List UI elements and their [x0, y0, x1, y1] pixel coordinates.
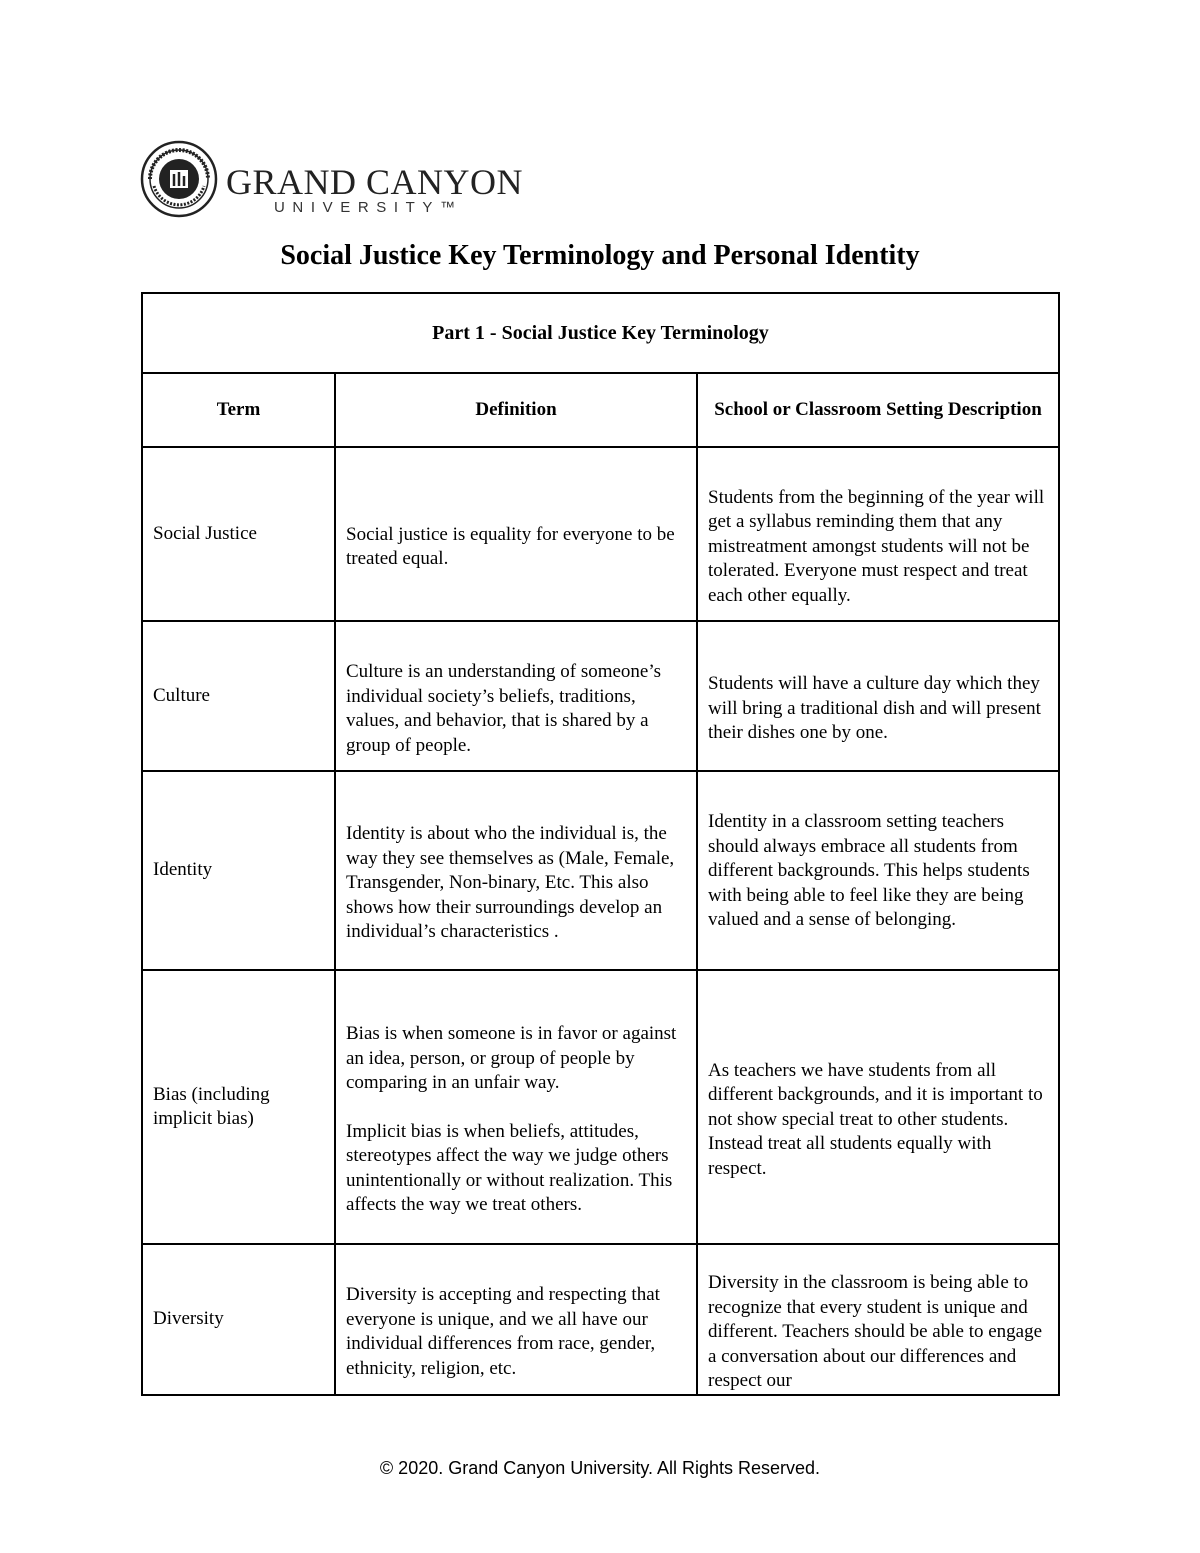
terminology-table [141, 292, 1060, 1396]
term-cell: Bias (including implicit bias) [142, 970, 335, 1244]
term-cell: Social Justice [142, 447, 335, 621]
description-cell: Diversity in the classroom is being able to recognize that every student is unique and different. Teachers should be able to engage a conversation about our differences and respect our [697, 1244, 1059, 1395]
term-cell: Culture [142, 621, 335, 771]
definition-text: Culture is an understanding of someone’s individual society’s beliefs, traditions, values, and behavior, that is shared by a group of people. [346, 661, 662, 756]
definition-text: Bias is when someone is in favor or against an idea, person, or group of people by comparing in an unfair way. [346, 1023, 677, 1094]
definition-cell [335, 621, 697, 771]
column-header-description: School or Classroom Setting Description [697, 373, 1059, 447]
column-header-definition: Definition [335, 373, 697, 447]
definition-text: Social justice is equality for everyone to be treated equal. [346, 523, 675, 569]
table-row [142, 1244, 1059, 1395]
description-cell: Identity in a classroom setting teachers should always embrace all students from different backgrounds. This helps students with being able to feel like they are being valued and a sense of belonging. [697, 771, 1059, 970]
description-cell: Students will have a culture day which they will bring a traditional dish and will present their dishes one by one. [697, 621, 1059, 771]
definition-text: Diversity is accepting and respecting that everyone is unique, and we all have our individual differences from race, gender, ethnicity, religion, etc. [346, 1284, 660, 1379]
table-row [142, 970, 1059, 1244]
document-title: Social Justice Key Terminology and Personal Identity [280, 240, 920, 271]
definition-text: Identity is about who the individual is, the way they see themselves as (Male, Female, Transgender, Non-binary, Etc. This also shows how their surroundings develop an individual’s characteristics . [346, 823, 675, 943]
description-cell: As teachers we have students from all different backgrounds, and it is important to not show special treat to other students. Instead treat all students equally with respect. [697, 970, 1059, 1244]
university-logo [140, 140, 524, 220]
table-row [142, 621, 1059, 771]
description-cell: Students from the beginning of the year will get a syllabus reminding them that any mistreatment amongst students will not be tolerated. Everyone must respect and treat each other equally. [697, 447, 1059, 621]
definition-cell [335, 970, 697, 1244]
university-seal-icon [140, 140, 218, 218]
table-row [142, 447, 1059, 621]
logo-subtext: UNIVERSITY™ [274, 199, 463, 216]
column-header-term: Term [142, 373, 335, 447]
copyright-footer: © 2020. Grand Canyon University. All Rights Reserved. [379, 1458, 821, 1478]
definition-cell [335, 447, 697, 621]
part-title: Part 1 - Social Justice Key Terminology [142, 293, 1059, 373]
definition-cell [335, 771, 697, 970]
definition-cell [335, 1244, 697, 1395]
logo-wordmark: GRAND CANYON [226, 162, 524, 202]
definition-text-implicit: Implicit bias is when beliefs, attitudes, stereotypes affect the way we judge others unintentionally or without realization. This affects the way we treat others. [346, 1120, 673, 1216]
term-cell: Diversity [142, 1244, 335, 1395]
table-row [142, 771, 1059, 970]
table-header-row [142, 373, 1059, 447]
term-cell: Identity [142, 771, 335, 970]
